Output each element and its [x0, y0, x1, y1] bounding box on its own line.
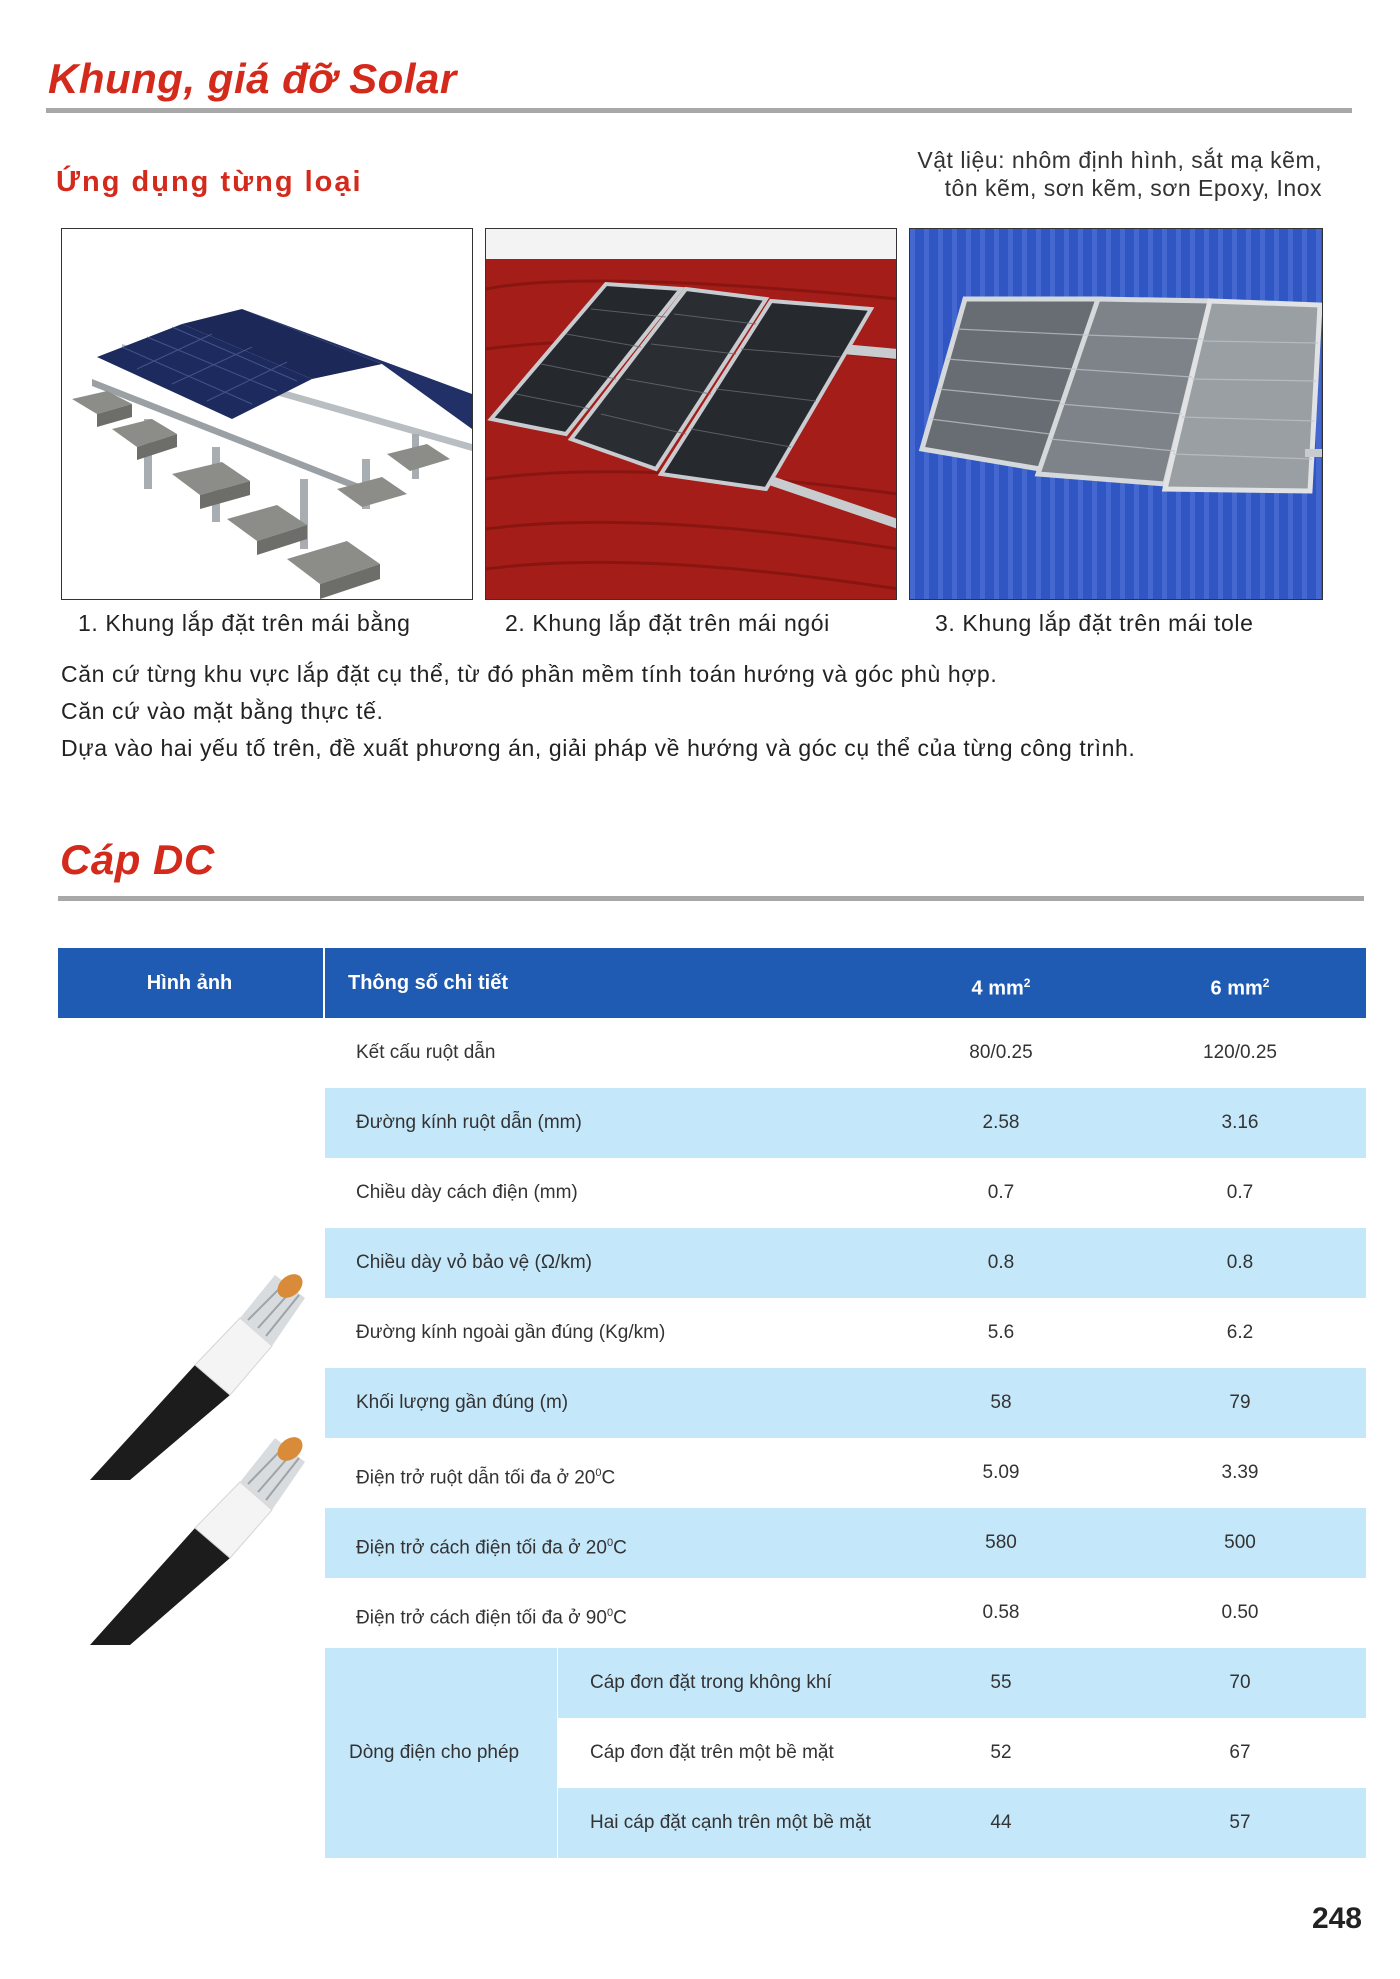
row-label: Chiều dày vỏ bảo vệ (Ω/km): [356, 1252, 592, 1273]
group-label: Dòng điện cho phép: [349, 1742, 520, 1763]
row-value-6mm: 0.8: [1226, 1252, 1254, 1273]
row-label: Đường kính ruột dẫn (mm): [356, 1112, 582, 1133]
section-divider: [46, 108, 1352, 113]
table-row: [558, 1648, 1366, 1718]
caption-metal-roof: 3. Khung lắp đặt trên mái tole: [935, 610, 1254, 636]
header-separator: [323, 948, 325, 1018]
row-value-6mm: 500: [1224, 1532, 1256, 1553]
header-4mm: 4 $mm^2$: [971, 976, 1031, 1000]
row-label: Khối lượng gần đúng (m): [356, 1392, 569, 1413]
description-line-3: Dựa vào hai yếu tố trên, đề xuất phương án, giải pháp về hướng và góc cụ thể của từng công trình.: [61, 735, 1136, 761]
header-6mm: 6 $mm^2$: [1210, 976, 1270, 1000]
caption-tile-roof: 2. Khung lắp đặt trên mái ngói: [505, 610, 830, 636]
caption-flat-roof: 1. Khung lắp đặt trên mái bằng: [78, 610, 411, 636]
row-value-6mm: 79: [1229, 1392, 1251, 1413]
row-value-4mm: 0.58: [982, 1602, 1020, 1623]
table-row: [325, 1578, 1366, 1648]
page-number: 248: [1311, 1902, 1362, 1935]
row-value-6mm: 3.16: [1221, 1112, 1259, 1133]
row-value-4mm: 52: [990, 1742, 1012, 1763]
table-row: [558, 1788, 1366, 1858]
section-title-dc-cable: Cáp DC: [60, 836, 215, 883]
row-label: Cáp đơn đặt trong không khí: [590, 1672, 832, 1693]
row-value-4mm: 0.8: [987, 1252, 1015, 1273]
table-header: [58, 948, 1366, 1018]
header-image: Hình ảnh: [146, 972, 233, 994]
row-value-4mm: 55: [990, 1672, 1012, 1693]
row-label: Điện trở cách điện tối đa ở $20^0C$: [356, 1537, 627, 1559]
row-value-4mm: 80/0.25: [969, 1042, 1033, 1063]
row-value-4mm: 5.09: [982, 1462, 1020, 1483]
row-label: Kết cấu ruột dẫn: [356, 1042, 496, 1063]
table-row: [325, 1228, 1366, 1298]
row-label: Đường kính ngoài gần đúng (Kg/km): [356, 1322, 666, 1343]
photo-metal-roof-frame: [909, 228, 1323, 600]
row-value-6mm: 0.7: [1226, 1182, 1254, 1203]
row-value-6mm: 3.39: [1221, 1462, 1259, 1483]
row-value-6mm: 70: [1229, 1672, 1251, 1693]
row-label: Cáp đơn đặt trên một bề mặt: [590, 1742, 834, 1763]
row-label: Điện trở ruột dẫn tối đa ở $20^0C$: [356, 1467, 616, 1489]
description-block: [61, 656, 1361, 767]
group-cell-allowed-current: [325, 1648, 557, 1858]
table-row: [325, 1368, 1366, 1438]
material-note: [722, 146, 1322, 202]
row-label: Hai cáp đặt cạnh trên một bề mặt: [590, 1812, 871, 1833]
row-label: Chiều dày cách điện (mm): [356, 1182, 578, 1203]
table-row: [325, 1438, 1366, 1508]
row-value-4mm: 2.58: [982, 1112, 1020, 1133]
row-value-4mm: 5.6: [987, 1322, 1015, 1343]
photo-tile-roof-frame: [485, 228, 897, 600]
photo-flat-roof-frame: [61, 228, 473, 600]
row-value-4mm: 44: [990, 1812, 1012, 1833]
material-line-1: Vật liệu: nhôm định hình, sắt mạ kẽm,: [917, 147, 1322, 173]
row-value-6mm: 57: [1229, 1812, 1251, 1833]
description-line-2: Căn cứ vào mặt bằng thực tế.: [61, 698, 384, 724]
dc-cable-image: [80, 1250, 320, 1650]
row-value-6mm: 67: [1229, 1742, 1251, 1763]
row-value-6mm: 0.50: [1221, 1602, 1259, 1623]
table-row: [325, 1298, 1366, 1368]
section-divider-2: [58, 896, 1364, 901]
description-line-1: Căn cứ từng khu vực lắp đặt cụ thể, từ đó phần mềm tính toán hướng và góc phù hợp.: [61, 661, 998, 687]
header-spec: Thông số chi tiết: [348, 972, 508, 994]
table-row: [325, 1018, 1366, 1088]
row-label: Điện trở cách điện tối đa ở $90^0C$: [356, 1607, 627, 1629]
row-value-4mm: 580: [985, 1532, 1017, 1553]
table-row: [325, 1088, 1366, 1158]
table-row: [558, 1718, 1366, 1788]
subtitle-applications: Ứng dụng từng loại: [56, 166, 363, 198]
row-value-6mm: 6.2: [1226, 1322, 1254, 1343]
material-line-2: tôn kẽm, sơn kẽm, sơn Epoxy, Inox: [944, 175, 1322, 201]
row-value-4mm: 0.7: [987, 1182, 1015, 1203]
table-row: [325, 1158, 1366, 1228]
row-value-4mm: 58: [990, 1392, 1012, 1413]
row-value-6mm: 120/0.25: [1203, 1042, 1277, 1063]
section-title-solar-frame: Khung, giá đỡ Solar: [48, 55, 457, 102]
table-row: [325, 1508, 1366, 1578]
